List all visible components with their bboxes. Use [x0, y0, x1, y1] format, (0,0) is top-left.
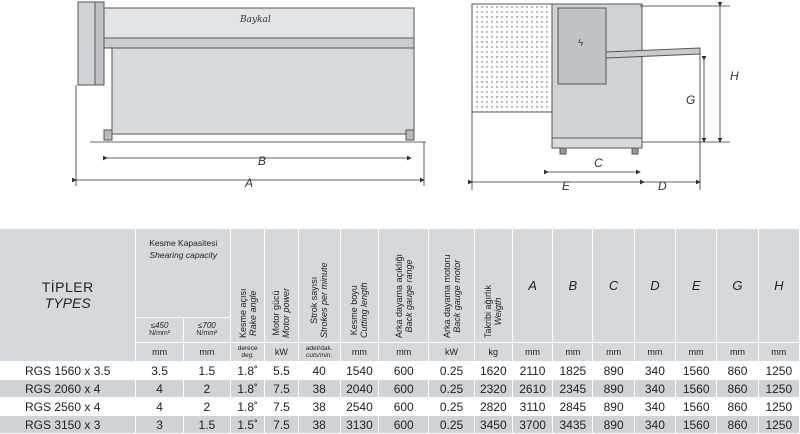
capacity-label-en: Shearing capacity	[149, 250, 218, 260]
unit-cell: kg	[474, 343, 512, 362]
table-row	[0, 362, 800, 380]
table-cell: 600	[379, 362, 429, 380]
table-row	[0, 398, 800, 416]
table-cell: 1560	[676, 362, 717, 380]
unit-text: derece	[237, 345, 258, 352]
header-dim-b: B	[553, 229, 593, 343]
table-cell: 1.5	[183, 416, 230, 434]
table-cell: 0.25	[429, 362, 474, 380]
table-cell: 2320	[474, 380, 512, 398]
unit-cell: kW	[429, 343, 474, 362]
table-cell: 40	[298, 362, 340, 380]
table-cell: 1.8˚	[231, 398, 265, 416]
types-header	[0, 229, 136, 362]
dim-label-c: C	[594, 156, 603, 170]
table-cell: 0.25	[429, 380, 474, 398]
unit-cell: mm	[593, 343, 634, 362]
table-cell: 3110	[512, 398, 552, 416]
table-cell: 7.5	[265, 380, 298, 398]
header-dim-d: D	[634, 229, 675, 343]
dim-label-a: A	[245, 176, 254, 190]
unit-cell: mm	[758, 343, 799, 362]
types-label: TİPLER	[41, 279, 94, 295]
unit-cell: mm	[553, 343, 593, 362]
table-body	[0, 362, 800, 434]
brand-logo	[239, 15, 271, 25]
header-rake-angle: Kesme açısı Rake angle	[231, 229, 265, 343]
table-cell: 38	[298, 380, 340, 398]
table-cell: 1.5	[183, 362, 230, 380]
table-cell: 1560	[676, 380, 717, 398]
table-cell: 38	[298, 416, 340, 434]
table-cell: 1.8˚	[231, 380, 265, 398]
table-cell: 1250	[758, 362, 799, 380]
specs-table-wrap	[0, 229, 800, 430]
table-cell: 7.5	[265, 398, 298, 416]
table-cell: 3700	[512, 416, 552, 434]
side-view	[472, 4, 700, 154]
table-cell: 38	[298, 398, 340, 416]
table-cell: 4	[136, 380, 183, 398]
dim-label-g: G	[686, 93, 696, 107]
table-cell: 890	[593, 380, 634, 398]
cap-sub-450: ≤450 N/mm²	[136, 318, 183, 343]
dim-label-e: E	[562, 179, 571, 193]
table-cell: 3	[136, 416, 183, 434]
table-cell: 3435	[553, 416, 593, 434]
table-cell: 1.5˚	[231, 416, 265, 434]
unit-text: adet/dak.	[305, 345, 333, 352]
header-dim-g: G	[717, 229, 758, 343]
dim-label-b: B	[258, 154, 267, 168]
header-dim-h: H	[758, 229, 799, 343]
table-cell: 2	[183, 398, 230, 416]
table-cell: 890	[593, 362, 634, 380]
table-cell: 4	[136, 398, 183, 416]
table-cell: 600	[379, 398, 429, 416]
table-cell: 860	[717, 380, 758, 398]
cap-sub-700: ≤700 N/mm²	[183, 318, 230, 343]
table-cell: 340	[634, 362, 675, 380]
table-cell: 1620	[474, 362, 512, 380]
unit-cell: mm	[512, 343, 552, 362]
table-cell: 3450	[474, 416, 512, 434]
table-cell: 1560	[676, 398, 717, 416]
model-name: RGS 1560 x 3.5	[0, 362, 136, 380]
unit-cell: mm	[379, 343, 429, 362]
table-cell: 1560	[676, 416, 717, 434]
header-strokes: Strok sayısı Strokes per minute	[298, 229, 340, 343]
unit-cell: mm	[717, 343, 758, 362]
specs-table	[0, 229, 800, 434]
table-cell: 860	[717, 398, 758, 416]
table-cell: 340	[634, 416, 675, 434]
table-cell: 890	[593, 398, 634, 416]
svg-text:Baykal: Baykal	[240, 15, 271, 25]
table-cell: 600	[379, 380, 429, 398]
front-view	[78, 2, 426, 142]
table-row	[0, 416, 800, 434]
table-cell: 340	[634, 380, 675, 398]
table-cell: 2845	[553, 398, 593, 416]
table-cell: 3.5	[136, 362, 183, 380]
table-cell: 2040	[340, 380, 378, 398]
header-dim-a: A	[512, 229, 552, 343]
table-row	[0, 380, 800, 398]
table-cell: 2110	[512, 362, 552, 380]
header-back-gauge-range: Arka dayama açıklığı Back gauge range	[379, 229, 429, 343]
header-motor-power: Motor gücü Motor power	[265, 229, 298, 343]
table-cell: 1250	[758, 380, 799, 398]
model-name: RGS 2560 x 4	[0, 398, 136, 416]
table-cell: 1540	[340, 362, 378, 380]
table-cell: 2820	[474, 398, 512, 416]
table-cell: 860	[717, 362, 758, 380]
header-back-gauge-motor: Arka dayama motoru Back gauge motor	[429, 229, 474, 343]
table-cell: 340	[634, 398, 675, 416]
unit-text: deg.	[241, 352, 254, 359]
model-name: RGS 2060 x 4	[0, 380, 136, 398]
table-cell: 5.5	[265, 362, 298, 380]
table-cell: 2345	[553, 380, 593, 398]
table-cell: 600	[379, 416, 429, 434]
table-cell: 1250	[758, 398, 799, 416]
table-cell: 2610	[512, 380, 552, 398]
unit-cell: kW	[265, 343, 298, 362]
table-cell: 0.25	[429, 398, 474, 416]
unit-cell-deg	[231, 343, 265, 362]
header-dim-e: E	[676, 229, 717, 343]
table-cell: 7.5	[265, 416, 298, 434]
table-cell: 2540	[340, 398, 378, 416]
unit-cell: mm	[340, 343, 378, 362]
table-cell: 860	[717, 416, 758, 434]
capacity-header	[136, 229, 231, 318]
svg-text:ϟ: ϟ	[578, 38, 584, 49]
unit-text: cuts/min.	[306, 352, 333, 359]
header-dim-c: C	[593, 229, 634, 343]
unit-cell: mm	[136, 343, 183, 362]
unit-cell: mm	[183, 343, 230, 362]
header-weight: Takribi ağırlık Weigth	[474, 229, 512, 343]
unit-cell: mm	[634, 343, 675, 362]
table-cell: 1.8˚	[231, 362, 265, 380]
header-row	[0, 229, 800, 318]
table-cell: 2	[183, 380, 230, 398]
table-cell: 1250	[758, 416, 799, 434]
dim-label-h: H	[730, 69, 739, 83]
model-name: RGS 3150 x 3	[0, 416, 136, 434]
types-label-en: TYPES	[44, 295, 91, 311]
table-cell: 890	[593, 416, 634, 434]
unit-cell: mm	[676, 343, 717, 362]
dim-label-d: D	[658, 179, 667, 193]
unit-cell-cuts	[298, 343, 340, 362]
table-cell: 1825	[553, 362, 593, 380]
capacity-label: Kesme Kapasitesi	[149, 238, 218, 248]
header-cutting-length: Kesme boyu Cutting length	[340, 229, 378, 343]
table-cell: 0.25	[429, 416, 474, 434]
table-cell: 3130	[340, 416, 378, 434]
